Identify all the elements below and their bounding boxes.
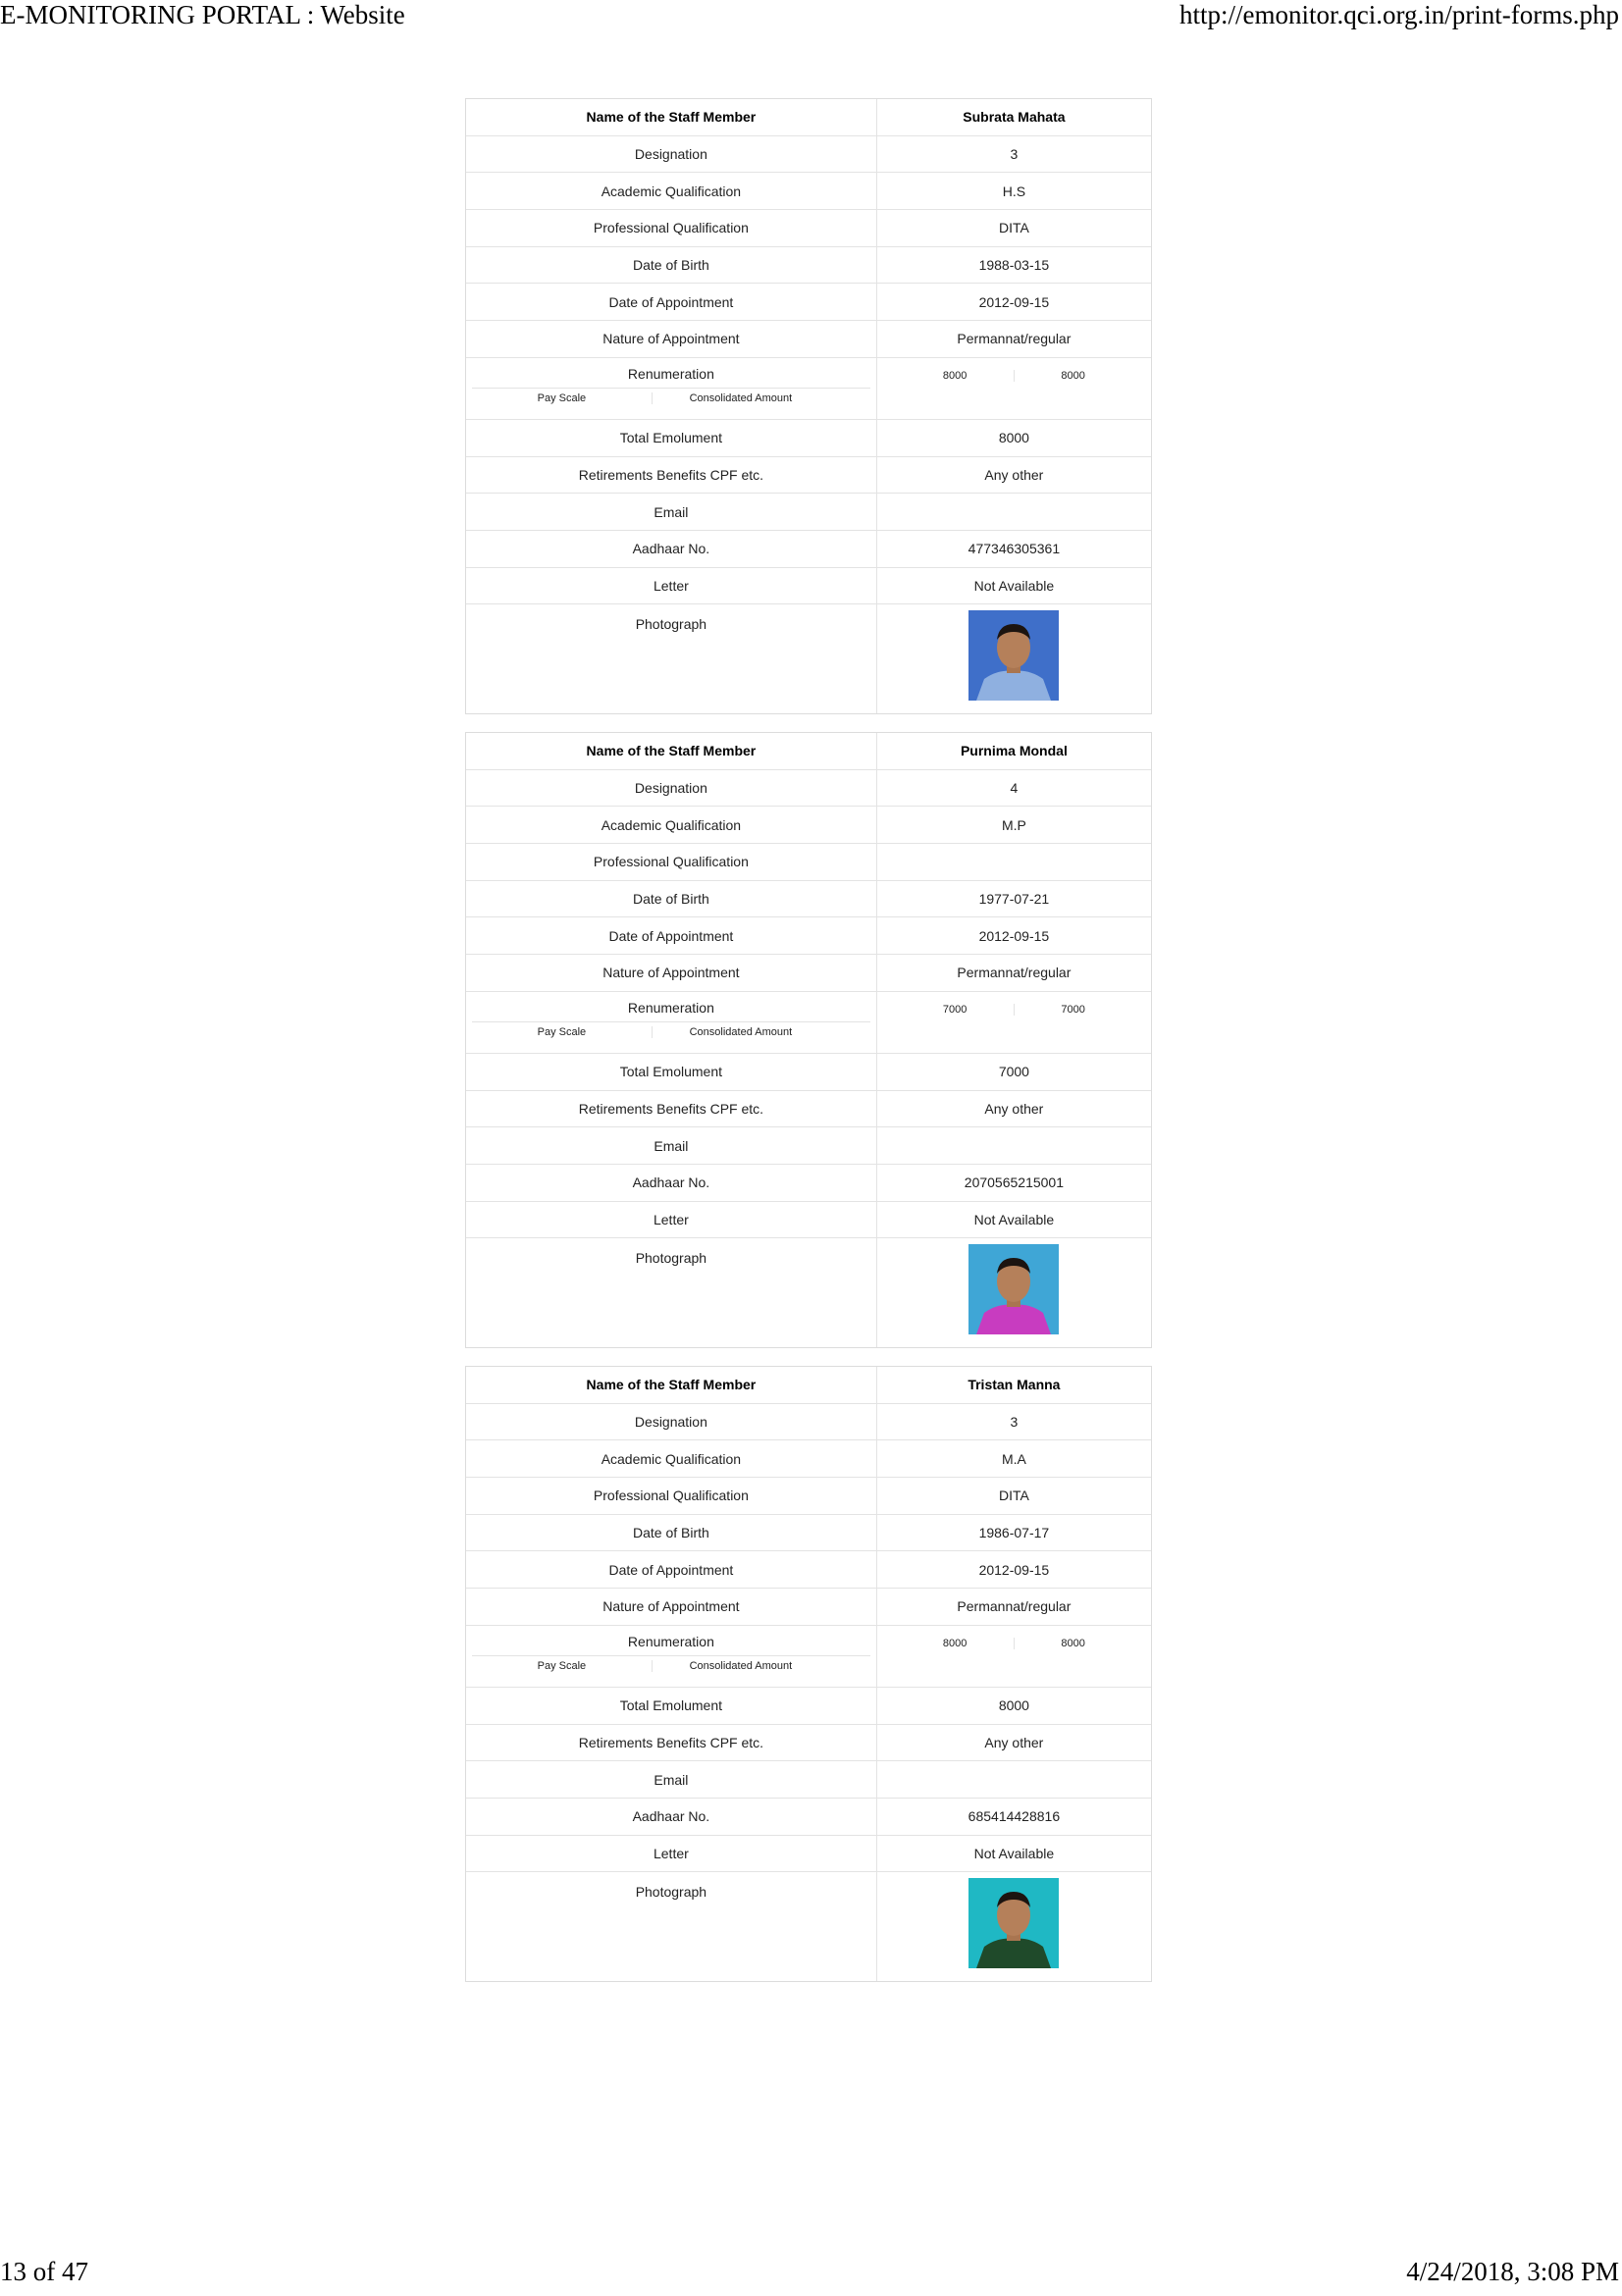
table-row-professional xyxy=(466,844,1151,881)
staff-photo xyxy=(968,1244,1059,1334)
total-label: Total Emolument xyxy=(466,420,877,456)
table-row-total xyxy=(466,1688,1151,1725)
table-row-academic xyxy=(466,173,1151,210)
total-value: 8000 xyxy=(998,1697,1029,1714)
doa-value: 2012-09-15 xyxy=(978,1561,1050,1578)
total-value: 7000 xyxy=(998,1064,1029,1080)
table-row-name xyxy=(466,99,1151,136)
aadhaar-value: 477346305361 xyxy=(968,541,1061,557)
email-value xyxy=(877,494,1151,530)
table-row-renumeration xyxy=(466,358,1151,420)
consolidated-label: Consolidated Amount xyxy=(689,1659,793,1672)
name-label: Name of the Staff Member xyxy=(466,1367,877,1403)
professional-label: Professional Qualification xyxy=(466,210,877,246)
designation-label: Designation xyxy=(466,136,877,173)
pay-scale-label: Pay Scale xyxy=(472,392,653,404)
academic-value: M.P xyxy=(1001,816,1026,833)
renumeration-cell xyxy=(466,1626,877,1687)
table-row-renumeration xyxy=(466,992,1151,1054)
table-row-photograph xyxy=(466,604,1151,713)
table-row-retirement xyxy=(466,1091,1151,1128)
designation-label: Designation xyxy=(466,770,877,807)
nature-label: Nature of Appointment xyxy=(466,321,877,357)
doa-label: Date of Appointment xyxy=(466,917,877,954)
designation-value: 4 xyxy=(1010,780,1019,797)
table-row-letter xyxy=(466,568,1151,605)
aadhaar-label: Aadhaar No. xyxy=(466,1165,877,1201)
renumeration-values xyxy=(877,1626,1151,1687)
designation-label: Designation xyxy=(466,1404,877,1440)
doa-label: Date of Appointment xyxy=(466,284,877,320)
renumeration-values xyxy=(877,992,1151,1053)
consolidated-value: 8000 xyxy=(1061,369,1085,382)
table-row-renumeration xyxy=(466,1626,1151,1688)
photograph-cell xyxy=(877,604,1151,713)
consolidated-value: 8000 xyxy=(1061,1637,1085,1649)
nature-label: Nature of Appointment xyxy=(466,955,877,991)
renumeration-subheader xyxy=(472,1655,870,1672)
aadhaar-value: 685414428816 xyxy=(968,1808,1061,1825)
staff-name: Subrata Mahata xyxy=(963,109,1066,126)
table-row-professional xyxy=(466,210,1151,247)
nature-value: Permannat/regular xyxy=(957,331,1072,347)
professional-value: DITA xyxy=(998,220,1029,236)
total-label: Total Emolument xyxy=(466,1054,877,1090)
staff-name: Tristan Manna xyxy=(968,1377,1061,1393)
professional-label: Professional Qualification xyxy=(466,844,877,880)
table-row-doa xyxy=(466,284,1151,321)
table-row-dob xyxy=(466,881,1151,918)
renumeration-label: Renumeration xyxy=(627,999,714,1016)
email-value xyxy=(877,1761,1151,1798)
professional-value: DITA xyxy=(998,1487,1029,1504)
retirement-value: Any other xyxy=(984,1734,1044,1750)
table-row-aadhaar xyxy=(466,1799,1151,1836)
table-row-nature xyxy=(466,955,1151,992)
staff-photo xyxy=(968,1878,1059,1968)
renumeration-label: Renumeration xyxy=(627,1633,714,1649)
letter-label: Letter xyxy=(466,1202,877,1238)
table-row-academic xyxy=(466,1440,1151,1478)
table-row-professional xyxy=(466,1478,1151,1515)
dob-label: Date of Birth xyxy=(466,881,877,917)
consolidated-label: Consolidated Amount xyxy=(689,391,793,404)
photograph-cell xyxy=(877,1238,1151,1347)
retirement-value: Any other xyxy=(984,466,1044,483)
table-row-retirement xyxy=(466,1725,1151,1762)
dob-value: 1986-07-17 xyxy=(978,1525,1050,1541)
dob-label: Date of Birth xyxy=(466,1515,877,1551)
table-row-photograph xyxy=(466,1238,1151,1347)
doa-label: Date of Appointment xyxy=(466,1551,877,1588)
photograph-label: Photograph xyxy=(466,604,877,713)
academic-label: Academic Qualification xyxy=(466,807,877,843)
staff-photo xyxy=(968,610,1059,701)
pay-scale-label: Pay Scale xyxy=(472,1660,653,1672)
print-header-url: http://emonitor.qci.org.in/print-forms.php xyxy=(1179,0,1619,29)
consolidated-label: Consolidated Amount xyxy=(689,1025,793,1038)
table-row-email xyxy=(466,1127,1151,1165)
print-footer xyxy=(0,2257,1622,2296)
renumeration-cell xyxy=(466,992,877,1053)
letter-value: Not Available xyxy=(973,1845,1055,1861)
consolidated-value: 7000 xyxy=(1061,1003,1085,1016)
letter-value: Not Available xyxy=(973,1211,1055,1227)
email-label: Email xyxy=(466,1761,877,1798)
table-row-letter xyxy=(466,1836,1151,1873)
table-row-total xyxy=(466,420,1151,457)
letter-value: Not Available xyxy=(973,577,1055,594)
total-label: Total Emolument xyxy=(466,1688,877,1724)
academic-value: H.S xyxy=(1002,183,1026,199)
email-label: Email xyxy=(466,494,877,530)
pay-scale-label: Pay Scale xyxy=(472,1026,653,1038)
table-row-academic xyxy=(466,807,1151,844)
renumeration-subheader xyxy=(472,388,870,404)
table-row-name xyxy=(466,1367,1151,1404)
print-header-title: E-MONITORING PORTAL : Website xyxy=(0,0,405,29)
staff-name: Purnima Mondal xyxy=(960,743,1068,759)
dob-value: 1988-03-15 xyxy=(978,257,1050,274)
table-row-aadhaar xyxy=(466,531,1151,568)
photograph-cell xyxy=(877,1872,1151,1981)
email-label: Email xyxy=(466,1127,877,1164)
table-row-email xyxy=(466,1761,1151,1799)
aadhaar-label: Aadhaar No. xyxy=(466,531,877,567)
table-row-name xyxy=(466,733,1151,770)
table-row-dob xyxy=(466,247,1151,285)
designation-value: 3 xyxy=(1010,1414,1019,1431)
table-row-total xyxy=(466,1054,1151,1091)
table-row-nature xyxy=(466,1589,1151,1626)
nature-label: Nature of Appointment xyxy=(466,1589,877,1625)
print-timestamp: 4/24/2018, 3:08 PM xyxy=(1406,2257,1619,2286)
aadhaar-value: 2070565215001 xyxy=(964,1174,1065,1191)
name-label: Name of the Staff Member xyxy=(466,733,877,769)
table-row-designation xyxy=(466,770,1151,808)
photograph-label: Photograph xyxy=(466,1872,877,1981)
table-row-designation xyxy=(466,1404,1151,1441)
photograph-label: Photograph xyxy=(466,1238,877,1347)
doa-value: 2012-09-15 xyxy=(978,293,1050,310)
staff-table xyxy=(465,1366,1152,1982)
retirement-label: Retirements Benefits CPF etc. xyxy=(466,1091,877,1127)
name-label: Name of the Staff Member xyxy=(466,99,877,135)
staff-table xyxy=(465,732,1152,1348)
table-row-email xyxy=(466,494,1151,531)
academic-label: Academic Qualification xyxy=(466,173,877,209)
renumeration-values xyxy=(877,358,1151,419)
professional-value xyxy=(877,844,1151,880)
table-row-nature xyxy=(466,321,1151,358)
pay-scale-value: 8000 xyxy=(896,1638,1015,1649)
total-value: 8000 xyxy=(998,430,1029,446)
letter-label: Letter xyxy=(466,568,877,604)
table-row-photograph xyxy=(466,1872,1151,1981)
email-value xyxy=(877,1127,1151,1164)
doa-value: 2012-09-15 xyxy=(978,927,1050,944)
letter-label: Letter xyxy=(466,1836,877,1872)
pay-scale-value: 8000 xyxy=(896,370,1015,382)
table-row-retirement xyxy=(466,457,1151,495)
staff-table xyxy=(465,98,1152,714)
renumeration-subheader xyxy=(472,1021,870,1038)
table-row-doa xyxy=(466,1551,1151,1589)
dob-label: Date of Birth xyxy=(466,247,877,284)
table-row-doa xyxy=(466,917,1151,955)
nature-value: Permannat/regular xyxy=(957,965,1072,981)
table-row-dob xyxy=(466,1515,1151,1552)
page-number: 13 of 47 xyxy=(0,2257,88,2286)
designation-value: 3 xyxy=(1010,146,1019,163)
retirement-label: Retirements Benefits CPF etc. xyxy=(466,457,877,494)
table-row-designation xyxy=(466,136,1151,174)
renumeration-cell xyxy=(466,358,877,419)
table-row-aadhaar xyxy=(466,1165,1151,1202)
retirement-value: Any other xyxy=(984,1100,1044,1117)
retirement-label: Retirements Benefits CPF etc. xyxy=(466,1725,877,1761)
renumeration-label: Renumeration xyxy=(627,365,714,382)
aadhaar-label: Aadhaar No. xyxy=(466,1799,877,1835)
professional-label: Professional Qualification xyxy=(466,1478,877,1514)
dob-value: 1977-07-21 xyxy=(978,891,1050,908)
pay-scale-value: 7000 xyxy=(896,1004,1015,1016)
table-row-letter xyxy=(466,1202,1151,1239)
academic-value: M.A xyxy=(1001,1450,1026,1467)
academic-label: Academic Qualification xyxy=(466,1440,877,1477)
print-header xyxy=(0,0,1622,39)
nature-value: Permannat/regular xyxy=(957,1598,1072,1615)
